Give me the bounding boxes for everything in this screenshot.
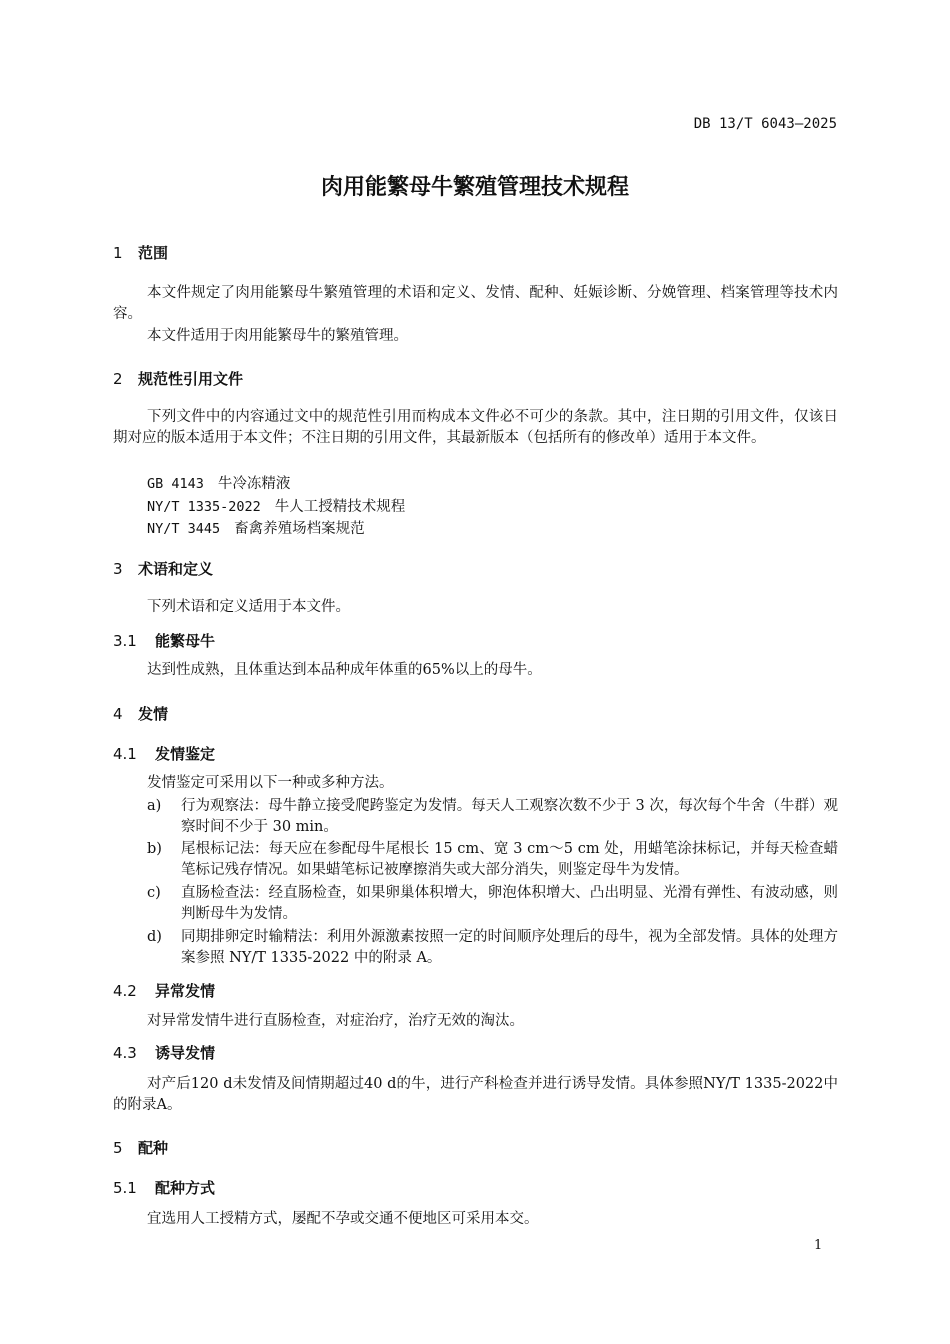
reference-name: 牛冷冻精液 (217, 476, 291, 492)
list-text: 行为观察法：母牛静立接受爬跨鉴定为发情。每天人工观察次数不少于 3 次，每次每个牛舍（牛群）观察时间不少于 30 min。 (181, 798, 838, 835)
list-text: 直肠检查法：经直肠检查，如果卵巢体积增大，卵泡体积增大、凸出明显、光滑有弹性、有波动感，则判断母牛为发情。 (181, 885, 838, 922)
list-text: 尾根标记法：每天应在参配母牛尾根长 15 cm、宽 3 cm～5 cm 处，用蜡笔涂抹标记，并每天检查蜡笔标记残存情况。如果蜡笔标记被摩擦消失或大部分消失，则鉴定母牛为发情。 (181, 841, 838, 878)
document-number: DB 13/T 6043—2025 (693, 116, 837, 132)
list-marker: c) (147, 885, 161, 901)
section-number: 5 (113, 1139, 123, 1157)
section-title: 规范性引用文件 (138, 370, 244, 388)
paragraph: 下列文件中的内容通过文中的规范性引用而构成本文件必不可少的条款。其中，注日期的引用文件，仅该日期对应的版本适用于本文件；不注日期的引用文件，其最新版本（包括所有的修改单）适用于本文件。 (113, 409, 838, 446)
subsection-4-3-heading (113, 1042, 215, 1063)
list-item (147, 927, 838, 969)
paragraph: 宜选用人工授精方式，屡配不孕或交通不便地区可采用本交。 (147, 1211, 539, 1227)
reference-code: NY/T 1335-2022 (147, 499, 261, 515)
section-5-heading (113, 1137, 168, 1158)
subsection-title: 诱导发情 (155, 1044, 216, 1062)
list-marker: a) (147, 798, 162, 814)
subsection-number: 4.1 (113, 745, 137, 763)
section-title: 发情 (138, 705, 169, 723)
section-number: 2 (113, 370, 123, 388)
paragraph: 下列术语和定义适用于本文件。 (147, 599, 350, 615)
paragraph: 本文件适用于肉用能繁母牛的繁殖管理。 (147, 328, 408, 344)
subsection-4-1-heading (113, 743, 215, 764)
subsection-number: 4.3 (113, 1044, 137, 1062)
subsection-number: 4.2 (113, 982, 137, 1000)
section-number: 3 (113, 560, 123, 578)
subsection-5-1-heading (113, 1177, 215, 1198)
list-marker: d) (147, 929, 162, 945)
subsection-title: 异常发情 (155, 982, 216, 1000)
section-3-heading (113, 558, 213, 579)
list-item (147, 839, 838, 881)
section-title: 范围 (138, 244, 169, 262)
reference-name: 牛人工授精技术规程 (274, 499, 406, 515)
list-item (147, 883, 838, 925)
page-number: 1 (814, 1238, 823, 1253)
list-text: 同期排卵定时输精法：利用外源激素按照一定的时间顺序处理后的母牛，视为全部发情。具体的处理方案参照 NY/T 1335-2022 中的附录 A。 (181, 929, 838, 966)
subsection-3-1-heading (113, 630, 215, 651)
section-2-heading (113, 368, 243, 389)
paragraph: 对异常发情牛进行直肠检查，对症治疗，治疗无效的淘汰。 (147, 1013, 524, 1029)
reference-code: GB 4143 (147, 476, 204, 492)
subsection-number: 3.1 (113, 632, 137, 650)
subsection-title: 发情鉴定 (155, 745, 216, 763)
section-title: 术语和定义 (138, 560, 214, 578)
reference-item (147, 472, 290, 493)
paragraph: 本文件规定了肉用能繁母牛繁殖管理的术语和定义、发情、配种、妊娠诊断、分娩管理、档案管理等技术内容。 (113, 285, 838, 322)
subsection-number: 5.1 (113, 1179, 137, 1197)
reference-item (147, 517, 365, 538)
page-title: 肉用能繁母牛繁殖管理技术规程 (320, 175, 629, 200)
subsection-4-2-heading (113, 980, 215, 1001)
section-number: 1 (113, 244, 123, 262)
paragraph: 发情鉴定可采用以下一种或多种方法。 (147, 775, 394, 791)
section-4-heading (113, 703, 168, 724)
section-number: 4 (113, 705, 123, 723)
subsection-title: 配种方式 (155, 1179, 216, 1197)
reference-code: NY/T 3445 (147, 521, 221, 537)
reference-item (147, 495, 405, 516)
paragraph: 对产后120 d未发情及间情期超过40 d的牛，进行产科检查并进行诱导发情。具体参照NY/T 1335-2022中的附录A。 (113, 1076, 838, 1113)
list-marker: b) (147, 841, 162, 857)
list-item (147, 796, 838, 838)
paragraph: 达到性成熟，且体重达到本品种成年体重的65%以上的母牛。 (147, 662, 542, 678)
section-1-heading (113, 242, 168, 263)
subsection-title: 能繁母牛 (155, 632, 216, 650)
section-title: 配种 (138, 1139, 169, 1157)
reference-name: 畜禽养殖场档案规范 (234, 521, 365, 537)
